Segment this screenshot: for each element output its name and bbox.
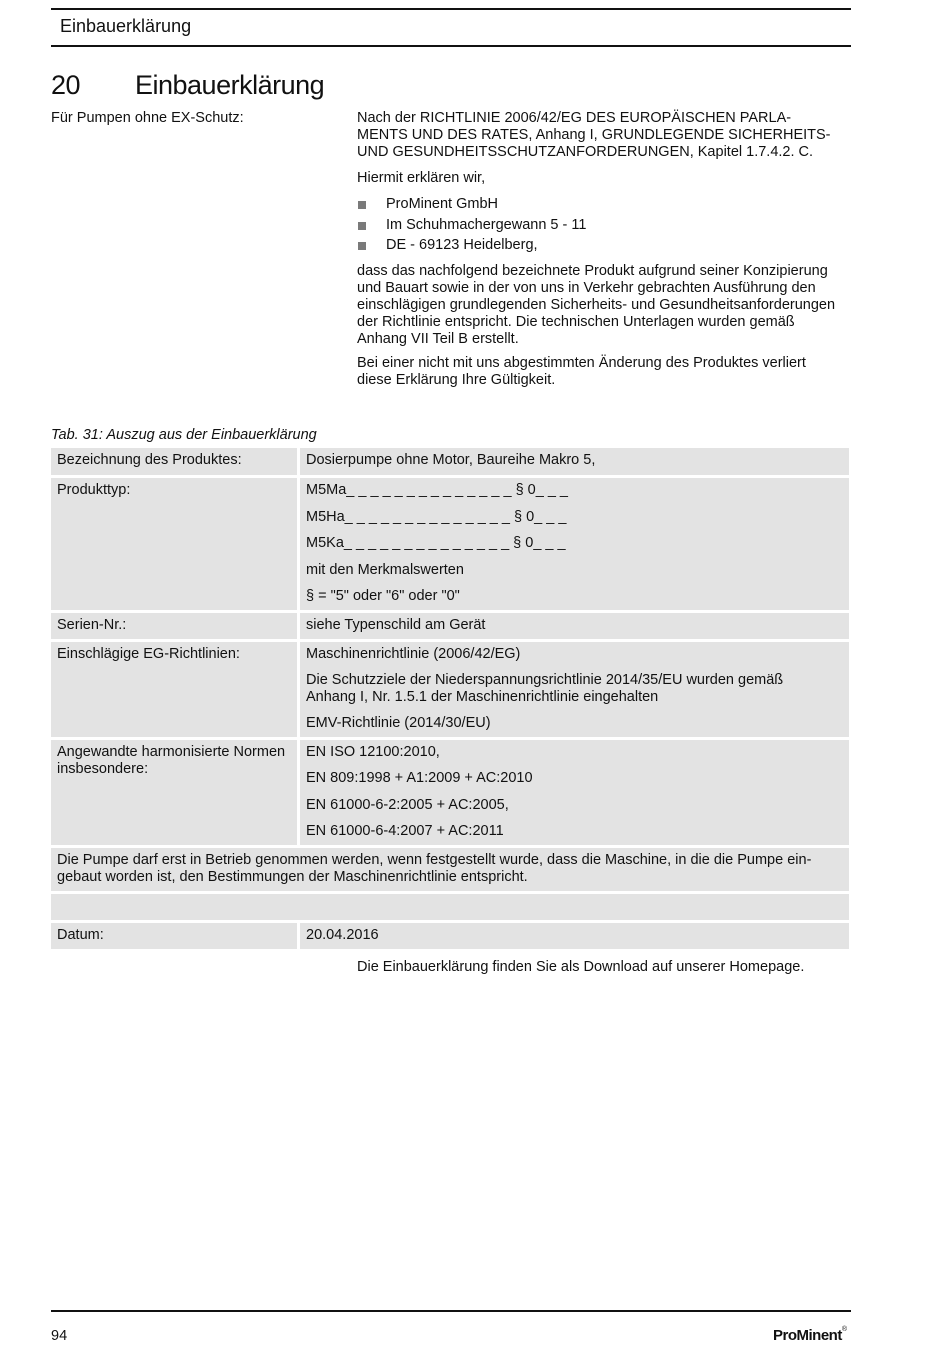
empty-row-cell	[51, 894, 849, 920]
text-line: diese Erklärung Ihre Gültigkeit.	[357, 372, 556, 388]
download-note: Die Einbauerklärung finden Sie als Download auf unserer Homepage.	[357, 959, 805, 975]
norms-label: Angewandte harmonisierte Normen	[57, 744, 286, 760]
note-line: Die Pumpe darf erst in Betrieb genommen werden, wenn festgestellt wurde, dass die Maschine, in die die Pumpe ein-	[57, 852, 812, 868]
type-label: Produkttyp:	[57, 482, 131, 498]
validity-paragraph	[357, 355, 852, 389]
type-value: § = "5" oder "6" oder "0"	[306, 588, 460, 604]
text-line: der Richtlinie entspricht. Die technischen Unterlagen wurden gemäß	[357, 314, 795, 330]
declaration-lead: Hiermit erklären wir,	[357, 170, 486, 186]
type-value: mit den Merkmalswerten	[306, 561, 464, 578]
serial-label-cell	[51, 613, 297, 639]
date-label-cell	[51, 923, 297, 949]
chapter-title: Einbauerklärung	[135, 70, 325, 100]
norms-label-cell	[51, 740, 297, 845]
type-value-cell	[300, 478, 849, 610]
directives-value-cell	[300, 642, 849, 737]
serial-value-cell	[300, 613, 849, 639]
registered-mark: ®	[841, 1326, 847, 1333]
directives-label-cell	[51, 642, 297, 737]
table-caption: Tab. 31: Auszug aus der Einbauerklärung	[51, 427, 317, 443]
text-line: Bei einer nicht mit uns abgestimmten Änderung des Produktes verliert	[357, 355, 806, 371]
list-item	[357, 237, 586, 258]
chapter-number: 20	[51, 70, 81, 100]
date-label: Datum:	[57, 927, 104, 943]
address-line: DE - 69123 Heidelberg,	[386, 237, 538, 253]
directive-low-voltage: Anhang I, Nr. 1.5.1 der Maschinenrichtlinie eingehalten	[306, 689, 659, 705]
text-line: MENTS UND DES RATES, Anhang I, GRUNDLEGENDE SICHERHEITS-	[357, 127, 831, 143]
text-line: dass das nachfolgend bezeichnete Produkt aufgrund seiner Konzipierung	[357, 263, 828, 279]
date-value-cell	[300, 923, 849, 949]
directive-machinery: Maschinenrichtlinie (2006/42/EG)	[306, 646, 521, 662]
type-value: M5Ha_ _ _ _ _ _ _ _ _ _ _ _ _ _ § 0_ _ _	[306, 508, 567, 525]
norm-item: EN ISO 12100:2010,	[306, 744, 440, 760]
serial-value: siehe Typenschild am Gerät	[306, 617, 486, 633]
norms-value-cell	[300, 740, 849, 845]
product-value-cell	[300, 448, 849, 475]
date-value: 20.04.2016	[306, 927, 379, 943]
text-line: und Bauart sowie in der von uns in Verkehr gebrachten Ausführung den	[357, 280, 816, 296]
directive-paragraph	[357, 110, 852, 161]
scope-label: Für Pumpen ohne EX-Schutz:	[51, 110, 244, 126]
prominent-logo	[773, 1327, 847, 1344]
list-item	[357, 217, 586, 238]
directive-low-voltage: Die Schutzziele der Niederspannungsrichtlinie 2014/35/EU wurden gemäß	[306, 672, 784, 688]
header-rule	[51, 45, 851, 47]
page-number: 94	[51, 1328, 68, 1344]
text-line: einschlägigen grundlegenden Sicherheits- und Gesundheitsanforderungen	[357, 297, 836, 313]
bullet-square-icon	[358, 242, 366, 250]
text-line: Anhang VII Teil B erstellt.	[357, 331, 519, 347]
bullet-square-icon	[358, 222, 366, 230]
note-line: gebaut worden ist, den Bestimmungen der Maschinenrichtlinie entspricht.	[57, 869, 528, 885]
list-item	[357, 196, 586, 217]
conformity-paragraph	[357, 263, 852, 348]
bullet-square-icon	[358, 201, 366, 209]
product-value: Dosierpumpe ohne Motor, Baureihe Makro 5,	[306, 452, 596, 468]
running-header-title: Einbauerklärung	[60, 16, 192, 36]
product-label-cell	[51, 448, 297, 475]
address-line: Im Schuhmachergewann 5 - 11	[386, 216, 587, 233]
norm-item: EN 61000-6-2:2005 + AC:2005,	[306, 796, 509, 813]
norm-item: EN 61000-6-4:2007 + AC:2011	[306, 822, 504, 839]
address-list	[357, 196, 586, 258]
footer-rule	[51, 1310, 851, 1312]
type-value: M5Ka_ _ _ _ _ _ _ _ _ _ _ _ _ _ § 0_ _ _	[306, 535, 566, 551]
serial-label: Serien-Nr.:	[57, 617, 127, 633]
text-line: UND GESUNDHEITSSCHUTZANFORDERUNGEN, Kapitel 1.7.4.2. C.	[357, 144, 814, 160]
text-line: Nach der RICHTLINIE 2006/42/EG DES EUROPÄISCHEN PARLA-	[357, 110, 792, 126]
directives-label: Einschlägige EG-Richtlinien:	[57, 646, 240, 662]
norm-item: EN 809:1998 + A1:2009 + AC:2010	[306, 770, 533, 787]
norms-label: insbesondere:	[57, 761, 149, 777]
commissioning-note-cell	[51, 848, 849, 891]
directive-emc: EMV-Richtlinie (2014/30/EU)	[306, 715, 491, 731]
product-label: Bezeichnung des Produktes:	[57, 452, 242, 468]
logo-text: ProMinent	[773, 1327, 842, 1344]
top-rule	[51, 8, 851, 10]
type-value: M5Ma_ _ _ _ _ _ _ _ _ _ _ _ _ _ § 0_ _ _	[306, 482, 568, 498]
type-label-cell	[51, 478, 297, 610]
address-line: ProMinent GmbH	[386, 196, 499, 212]
